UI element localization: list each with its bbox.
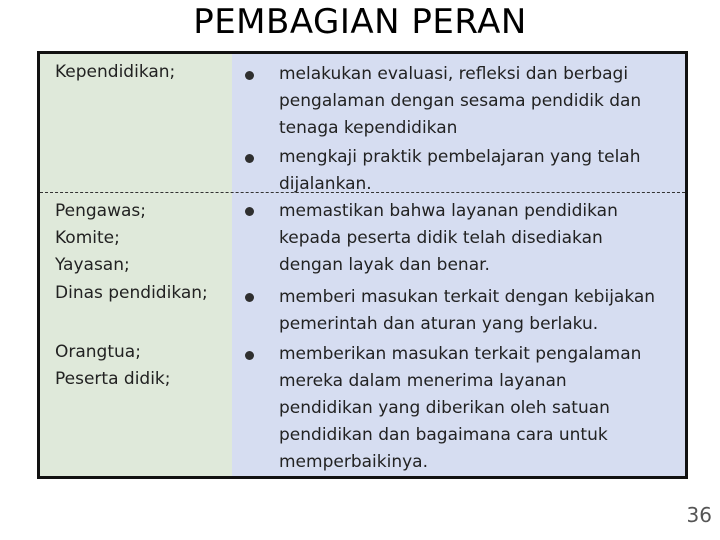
text-line: memberi masukan terkait dengan kebijakan: [279, 287, 656, 307]
text-line: pengalaman dengan sesama pendidik dan: [279, 91, 642, 111]
page-number: 36: [686, 503, 712, 527]
bullet-icon: [245, 154, 254, 163]
text-line: pemerintah dan aturan yang berlaku.: [279, 314, 599, 334]
text-line: mengkaji praktik pembelajaran yang telah: [279, 147, 641, 167]
bullet-icon: [245, 207, 254, 216]
role-label: Komite;: [55, 228, 120, 248]
responsibility-item: [279, 284, 655, 338]
role-label: Peserta didik;: [55, 369, 171, 389]
bullet-icon: [245, 351, 254, 360]
responsibility-item: [279, 144, 641, 198]
responsibility-item: [279, 61, 641, 142]
role-label: Orangtua;: [55, 342, 141, 362]
role-label: Pengawas;: [55, 201, 146, 221]
row-divider: [40, 192, 685, 193]
text-line: memperbaikinya.: [279, 452, 428, 472]
slide-title: PEMBAGIAN PERAN: [193, 2, 527, 42]
responsibility-item: [279, 198, 618, 279]
role-label: Yayasan;: [55, 255, 130, 275]
roles-table: [37, 51, 688, 479]
text-line: melakukan evaluasi, refleksi dan berbagi: [279, 64, 629, 84]
text-line: dengan layak dan benar.: [279, 255, 490, 275]
responsibility-item: [279, 341, 641, 476]
text-line: mereka dalam menerima layanan: [279, 371, 567, 391]
role-label: Kependidikan;: [55, 62, 176, 82]
bullet-icon: [245, 293, 254, 302]
role-label: Dinas pendidikan;: [55, 283, 208, 303]
text-line: memastikan bahwa layanan pendidikan: [279, 201, 618, 221]
text-line: memberikan masukan terkait pengalaman: [279, 344, 642, 364]
text-line: kepada peserta didik telah disediakan: [279, 228, 603, 248]
text-line: tenaga kependidikan: [279, 118, 458, 138]
text-line: pendidikan yang diberikan oleh satuan: [279, 398, 610, 418]
text-line: pendidikan dan bagaimana cara untuk: [279, 425, 608, 445]
bullet-icon: [245, 71, 254, 80]
text-line: dijalankan.: [279, 174, 372, 194]
